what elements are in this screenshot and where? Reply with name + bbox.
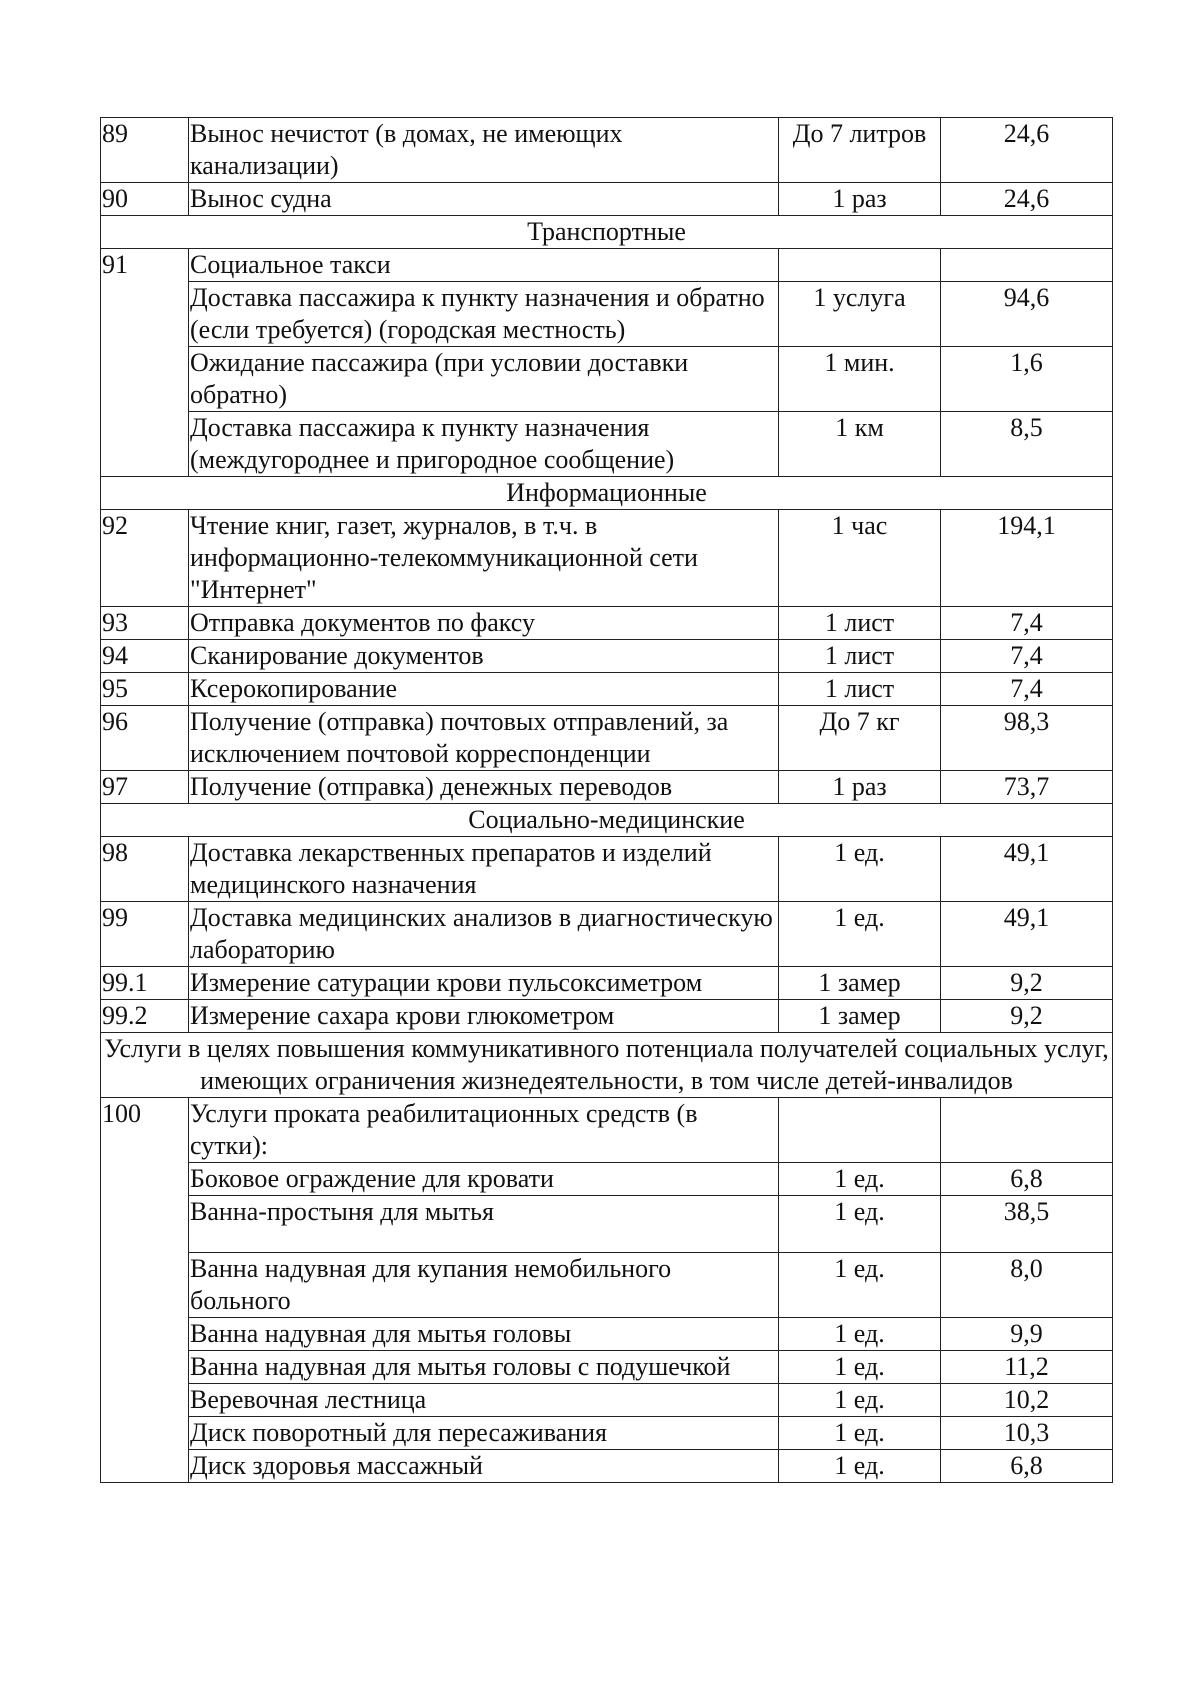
service-price: 9,9	[941, 1318, 1113, 1351]
table-row	[101, 510, 1113, 607]
service-price: 8,0	[941, 1253, 1113, 1318]
service-price: 49,1	[941, 902, 1113, 967]
unit-of-measure: 1 ед.	[779, 902, 941, 967]
unit-of-measure: 1 замер	[779, 1000, 941, 1033]
service-price: 1,6	[941, 347, 1113, 412]
service-price: 11,2	[941, 1351, 1113, 1384]
table-subrow	[101, 282, 1113, 347]
service-name: Ожидание пассажира (при условии доставки обратно)	[189, 347, 779, 412]
row-number: 89	[101, 118, 189, 183]
unit-of-measure: 1 ед.	[779, 1163, 941, 1196]
unit-of-measure: 1 км	[779, 412, 941, 477]
service-price: 8,5	[941, 412, 1113, 477]
row-number: 98	[101, 837, 189, 902]
unit-of-measure: 1 ед.	[779, 1196, 941, 1253]
service-name: Вынос нечистот (в домах, не имеющих канализации)	[189, 118, 779, 183]
table-subrow	[101, 1384, 1113, 1417]
unit-of-measure: 1 ед.	[779, 837, 941, 902]
service-price: 38,5	[941, 1196, 1113, 1253]
table-row	[101, 902, 1113, 967]
row-number: 93	[101, 607, 189, 640]
section-header-row	[101, 804, 1113, 837]
section-title: Информационные	[101, 477, 1113, 510]
service-name: Ксерокопирование	[189, 673, 779, 706]
row-number: 96	[101, 706, 189, 771]
row-number: 99.2	[101, 1000, 189, 1033]
section-header-row	[101, 477, 1113, 510]
unit-of-measure: 1 час	[779, 510, 941, 607]
table-row	[101, 607, 1113, 640]
unit-of-measure: 1 ед.	[779, 1318, 941, 1351]
service-price: 24,6	[941, 118, 1113, 183]
table-subrow	[101, 1318, 1113, 1351]
unit-of-measure: 1 ед.	[779, 1384, 941, 1417]
table-row	[101, 967, 1113, 1000]
unit-of-measure: До 7 литров	[779, 118, 941, 183]
row-number: 90	[101, 183, 189, 216]
services-price-table	[100, 117, 1113, 1483]
unit-of-measure: 1 ед.	[779, 1450, 941, 1483]
section-title: Услуги в целях повышения коммуникативного потенциала получателей социальных услуг, имеющих ограничения жизнедеятельности, в том числе детей-инвалидов	[101, 1033, 1113, 1098]
service-price: 94,6	[941, 282, 1113, 347]
unit-of-measure: 1 мин.	[779, 347, 941, 412]
table-row	[101, 640, 1113, 673]
service-name: Социальное такси	[189, 249, 779, 282]
service-name: Получение (отправка) почтовых отправлений, за исключением почтовой корреспонденции	[189, 706, 779, 771]
service-price: 10,3	[941, 1417, 1113, 1450]
unit-of-measure: 1 ед.	[779, 1417, 941, 1450]
table-row	[101, 837, 1113, 902]
service-price	[941, 249, 1113, 282]
service-name: Ванна надувная для купания немобильного больного	[189, 1253, 779, 1318]
service-name: Ванна надувная для мытья головы с подушечкой	[189, 1351, 779, 1384]
service-price: 9,2	[941, 1000, 1113, 1033]
row-number: 92	[101, 510, 189, 607]
service-name: Чтение книг, газет, журналов, в т.ч. в информационно-телекоммуникационной сети "Интернет"	[189, 510, 779, 607]
service-name: Диск здоровья массажный	[189, 1450, 779, 1483]
table-row	[101, 183, 1113, 216]
service-price: 194,1	[941, 510, 1113, 607]
service-price: 7,4	[941, 640, 1113, 673]
table-subrow	[101, 347, 1113, 412]
service-price: 7,4	[941, 673, 1113, 706]
service-name: Веревочная лестница	[189, 1384, 779, 1417]
table-body	[101, 118, 1113, 1483]
service-price: 10,2	[941, 1384, 1113, 1417]
service-name: Ванна надувная для мытья головы	[189, 1318, 779, 1351]
service-price: 7,4	[941, 607, 1113, 640]
table-subrow	[101, 1253, 1113, 1318]
row-number: 99.1	[101, 967, 189, 1000]
service-name: Доставка лекарственных препаратов и изделий медицинского назначения	[189, 837, 779, 902]
unit-of-measure: 1 ед.	[779, 1351, 941, 1384]
unit-of-measure: 1 ед.	[779, 1253, 941, 1318]
table-row	[101, 771, 1113, 804]
table-row	[101, 1098, 1113, 1163]
unit-of-measure: 1 раз	[779, 771, 941, 804]
unit-of-measure	[779, 249, 941, 282]
service-name: Вынос судна	[189, 183, 779, 216]
service-name: Боковое ограждение для кровати	[189, 1163, 779, 1196]
service-name: Ванна-простыня для мытья	[189, 1196, 779, 1253]
unit-of-measure: 1 услуга	[779, 282, 941, 347]
row-number: 91	[101, 249, 189, 477]
service-price: 98,3	[941, 706, 1113, 771]
unit-of-measure: 1 замер	[779, 967, 941, 1000]
table-subrow	[101, 1417, 1113, 1450]
table-row	[101, 1000, 1113, 1033]
row-number: 97	[101, 771, 189, 804]
row-number: 100	[101, 1098, 189, 1483]
service-price: 73,7	[941, 771, 1113, 804]
service-price: 6,8	[941, 1163, 1113, 1196]
table-subrow	[101, 1163, 1113, 1196]
service-price: 24,6	[941, 183, 1113, 216]
service-name: Доставка пассажира к пункту назначения (междугороднее и пригородное сообщение)	[189, 412, 779, 477]
service-name: Сканирование документов	[189, 640, 779, 673]
service-name: Отправка документов по факсу	[189, 607, 779, 640]
table-row	[101, 249, 1113, 282]
section-title: Транспортные	[101, 216, 1113, 249]
service-name: Доставка пассажира к пункту назначения и обратно (если требуется) (городская местность)	[189, 282, 779, 347]
service-name: Диск поворотный для пересаживания	[189, 1417, 779, 1450]
unit-of-measure: 1 лист	[779, 607, 941, 640]
table-subrow	[101, 1351, 1113, 1384]
service-price: 6,8	[941, 1450, 1113, 1483]
service-price: 9,2	[941, 967, 1113, 1000]
table-row	[101, 118, 1113, 183]
table-subrow	[101, 412, 1113, 477]
service-price: 49,1	[941, 837, 1113, 902]
service-name: Измерение сахара крови глюкометром	[189, 1000, 779, 1033]
row-number: 94	[101, 640, 189, 673]
section-title: Социально-медицинские	[101, 804, 1113, 837]
table-subrow	[101, 1450, 1113, 1483]
row-number: 95	[101, 673, 189, 706]
unit-of-measure: 1 лист	[779, 640, 941, 673]
unit-of-measure	[779, 1098, 941, 1163]
section-header-row	[101, 1033, 1113, 1098]
service-name: Получение (отправка) денежных переводов	[189, 771, 779, 804]
service-name: Доставка медицинских анализов в диагностическую лабораторию	[189, 902, 779, 967]
table-row	[101, 673, 1113, 706]
section-header-row	[101, 216, 1113, 249]
service-price	[941, 1098, 1113, 1163]
service-name: Измерение сатурации крови пульсоксиметром	[189, 967, 779, 1000]
table-row	[101, 706, 1113, 771]
row-number: 99	[101, 902, 189, 967]
table-subrow	[101, 1196, 1113, 1253]
service-name: Услуги проката реабилитационных средств (в сутки):	[189, 1098, 779, 1163]
unit-of-measure: 1 раз	[779, 183, 941, 216]
unit-of-measure: До 7 кг	[779, 706, 941, 771]
unit-of-measure: 1 лист	[779, 673, 941, 706]
